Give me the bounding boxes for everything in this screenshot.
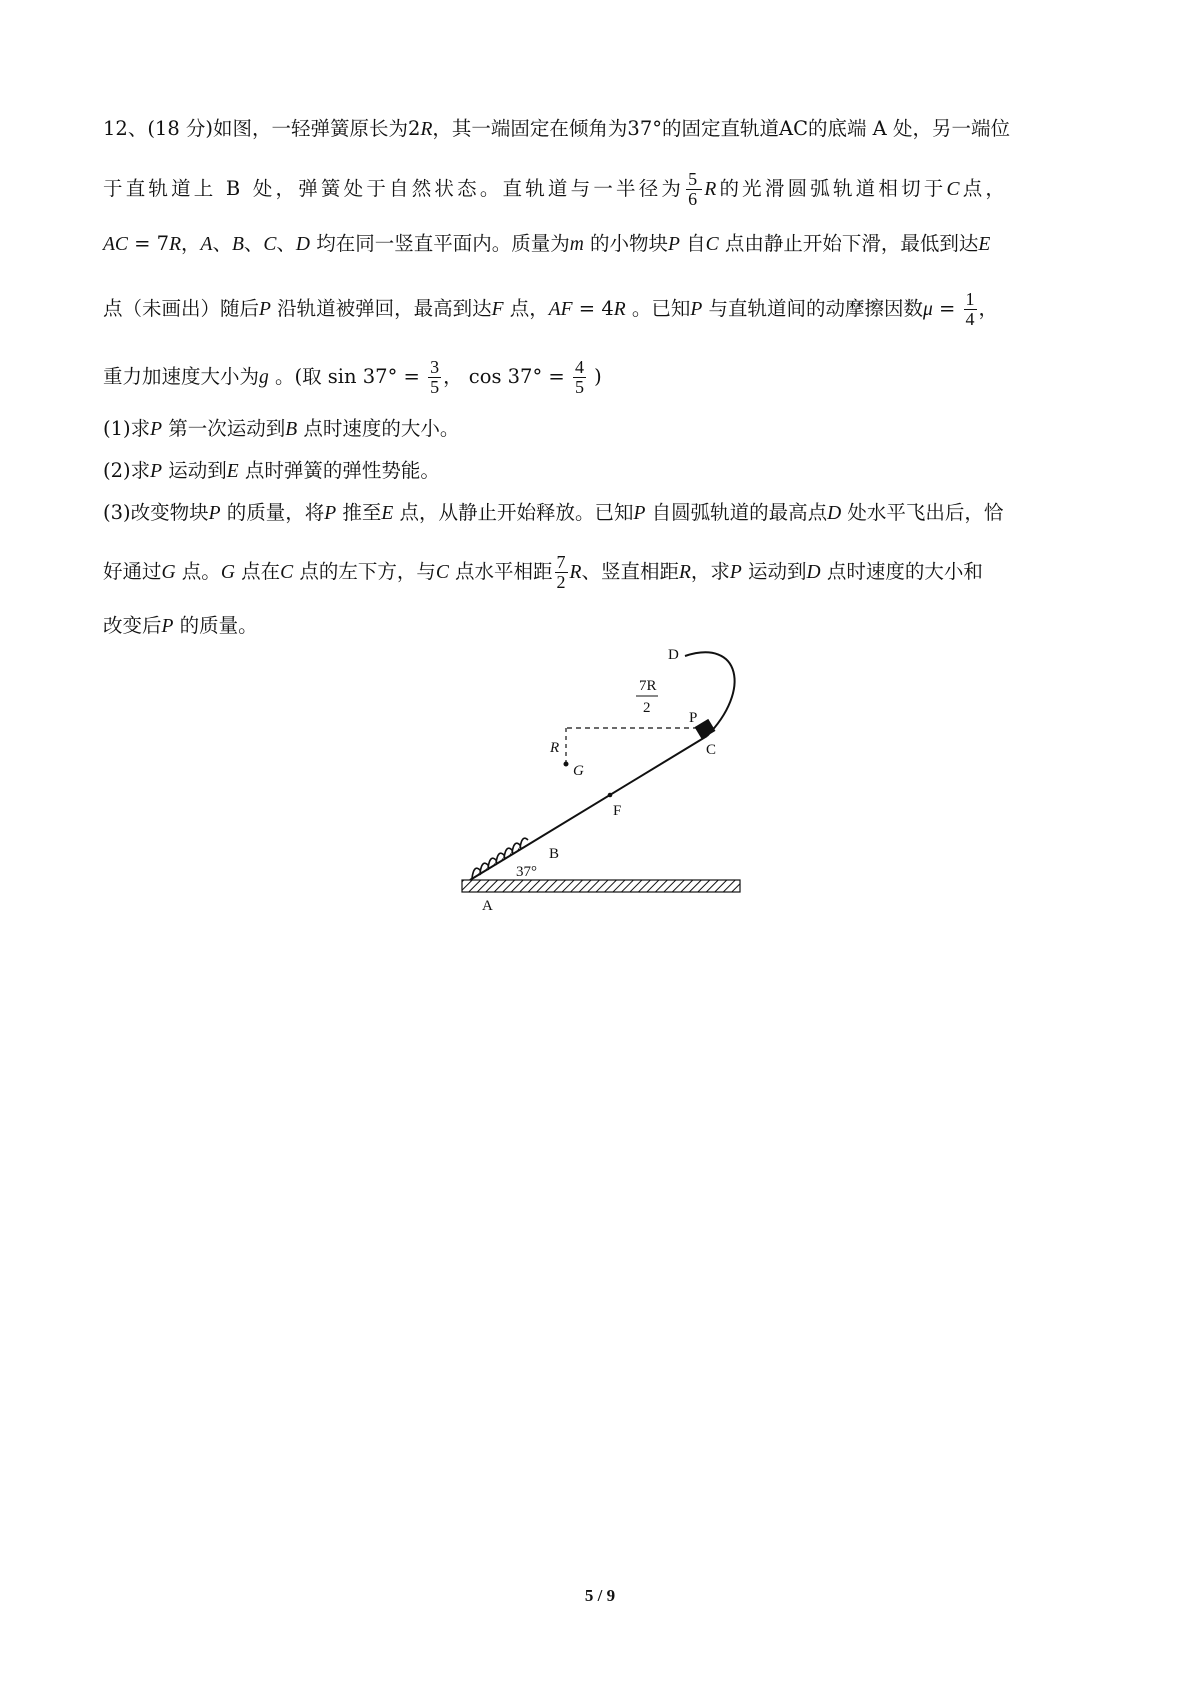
question-1 — [103, 413, 1103, 441]
var: R — [420, 119, 433, 140]
numerator: 7 — [556, 552, 566, 572]
text: 。已知 — [625, 296, 691, 320]
text: ， cos 37° = — [443, 364, 571, 388]
text: = 4 — [572, 296, 614, 320]
var: P — [324, 503, 337, 524]
label-r: R — [550, 740, 560, 756]
point-g — [564, 762, 569, 767]
text: 运动到 — [162, 459, 227, 482]
var: C — [263, 234, 277, 255]
text: = 7 — [127, 232, 170, 255]
label-g: G — [573, 763, 584, 779]
var: G — [161, 561, 176, 583]
text: 点时速度的大小。 — [297, 417, 460, 440]
var: P — [161, 616, 174, 637]
text: 点时速度的大小和 — [820, 559, 983, 583]
text: 处水平飞出后，恰 — [841, 501, 1004, 524]
text: 、 — [243, 232, 264, 255]
fraction-3-5 — [428, 358, 441, 397]
label-c: C — [706, 742, 717, 758]
var: E — [381, 503, 394, 524]
denominator: 4 — [965, 308, 975, 329]
var: B — [285, 419, 298, 440]
problem-line-5 — [103, 358, 1103, 397]
text: 推至 — [336, 501, 382, 524]
var: F — [491, 298, 504, 320]
label-f: F — [613, 803, 622, 819]
var: D — [827, 503, 842, 524]
var: C — [280, 561, 294, 583]
denominator: 2 — [556, 571, 566, 592]
var: P — [259, 298, 271, 320]
incline-track — [470, 736, 707, 880]
var: AC — [103, 234, 128, 255]
fraction-1-4 — [964, 290, 977, 329]
var: A — [200, 234, 213, 255]
var: AF — [548, 298, 573, 320]
fraction-7-2 — [555, 553, 568, 592]
text: 点在 — [234, 559, 281, 583]
text: ， — [978, 296, 999, 320]
var: R — [704, 178, 720, 200]
var: m — [569, 234, 584, 255]
var: C — [705, 234, 719, 255]
denominator: 5 — [574, 376, 584, 397]
text: = — [932, 296, 962, 320]
incline-diagram — [440, 640, 760, 930]
var: P — [633, 503, 646, 524]
text: 、 — [276, 232, 296, 255]
fraction-5-6 — [686, 170, 702, 209]
var: C — [946, 178, 963, 200]
label-2: 2 — [643, 700, 651, 716]
label-a: A — [482, 898, 493, 914]
text: 与直轨道间的动摩擦因数 — [702, 296, 923, 320]
var: R — [169, 234, 181, 255]
text: 点的左下方，与 — [293, 559, 436, 583]
text: 、 — [212, 232, 232, 255]
var: P — [150, 461, 163, 482]
text: 2 — [408, 117, 421, 140]
label-p: P — [689, 710, 698, 726]
text: 12、(18 分)如图，一轻弹簧原长为 — [103, 117, 409, 140]
numerator: 5 — [688, 169, 701, 189]
text: 、竖直相距 — [581, 559, 679, 583]
question-2 — [103, 455, 1103, 483]
denominator: 5 — [430, 376, 440, 397]
block-p — [695, 719, 716, 739]
var: μ — [923, 298, 933, 320]
fraction-4-5 — [573, 358, 586, 397]
text: ，其一端固定在倾角为 — [432, 117, 628, 140]
text: 运动到 — [741, 559, 807, 583]
label-b: B — [549, 846, 560, 862]
var: D — [295, 234, 311, 255]
point-f — [608, 793, 613, 798]
text: 的质量。 — [173, 614, 258, 637]
problem-line-2 — [103, 170, 1103, 209]
text: 沿轨道被弹回，最高到达 — [270, 296, 492, 320]
problem-line-3 — [103, 228, 1103, 256]
text: 点（未画出）随后 — [103, 296, 260, 320]
numerator: 4 — [574, 357, 584, 377]
text: 点时弹簧的弹性势能。 — [238, 459, 440, 482]
var: R — [569, 561, 582, 583]
var: P — [668, 234, 680, 255]
text: ， — [181, 232, 201, 255]
var: E — [226, 461, 239, 482]
var: E — [978, 234, 991, 255]
text: 的固定直轨道AC的底端 A 处，另一端位 — [661, 117, 1010, 140]
text: ，求 — [690, 559, 730, 583]
question-3-line-3 — [103, 610, 1103, 638]
label-angle: 37° — [516, 864, 537, 880]
var: g — [259, 366, 269, 388]
question-3-line-2 — [103, 553, 1103, 592]
var: B — [231, 234, 244, 255]
text: (2)求 — [103, 459, 151, 482]
var: R — [678, 561, 691, 583]
var: P — [150, 419, 163, 440]
text: 的质量，将 — [220, 501, 325, 524]
page-number: 5 / 9 — [584, 1586, 616, 1605]
denominator: 6 — [688, 188, 701, 209]
text: 37° — [627, 117, 662, 140]
text: 自 — [679, 232, 706, 255]
var: R — [613, 298, 626, 320]
text: 改变后 — [103, 614, 162, 637]
text: 好通过 — [103, 559, 162, 583]
problem-line-4 — [103, 290, 1103, 329]
text: 。(取 sin 37° = — [268, 364, 427, 388]
text: 点， — [962, 176, 1009, 200]
text: 的光滑圆弧轨道相切于 — [719, 176, 947, 200]
text: 重力加速度大小为 — [103, 364, 260, 388]
numerator: 1 — [965, 289, 975, 309]
var: P — [729, 561, 742, 583]
problem-line-1 — [103, 113, 1103, 141]
var: G — [220, 561, 235, 583]
var: P — [208, 503, 221, 524]
text: 均在同一竖直平面内。质量为 — [310, 232, 570, 255]
question-3 — [103, 497, 1103, 525]
ground — [462, 880, 740, 892]
text: 点，从静止开始释放。已知 — [393, 501, 634, 524]
text: 自圆弧轨道的最高点 — [645, 501, 828, 524]
text: ) — [587, 364, 602, 388]
text: 点。 — [175, 559, 221, 583]
text: 的小物块 — [583, 232, 669, 255]
text: (1)求 — [103, 417, 151, 440]
text: 第一次运动到 — [162, 417, 286, 440]
label-d: D — [668, 647, 679, 663]
var: P — [690, 298, 703, 320]
label-7r: 7R — [639, 678, 657, 694]
text: 于直轨道上 B 处，弹簧处于自然状态。直轨道与一半径为 — [103, 176, 685, 200]
numerator: 3 — [430, 357, 440, 377]
text: (3)改变物块 — [103, 501, 209, 524]
text: 点， — [503, 296, 549, 320]
var: D — [806, 561, 821, 583]
text: 点水平相距 — [448, 559, 553, 583]
var: C — [435, 561, 449, 583]
text: 点由静止开始下滑，最低到达 — [718, 232, 979, 255]
